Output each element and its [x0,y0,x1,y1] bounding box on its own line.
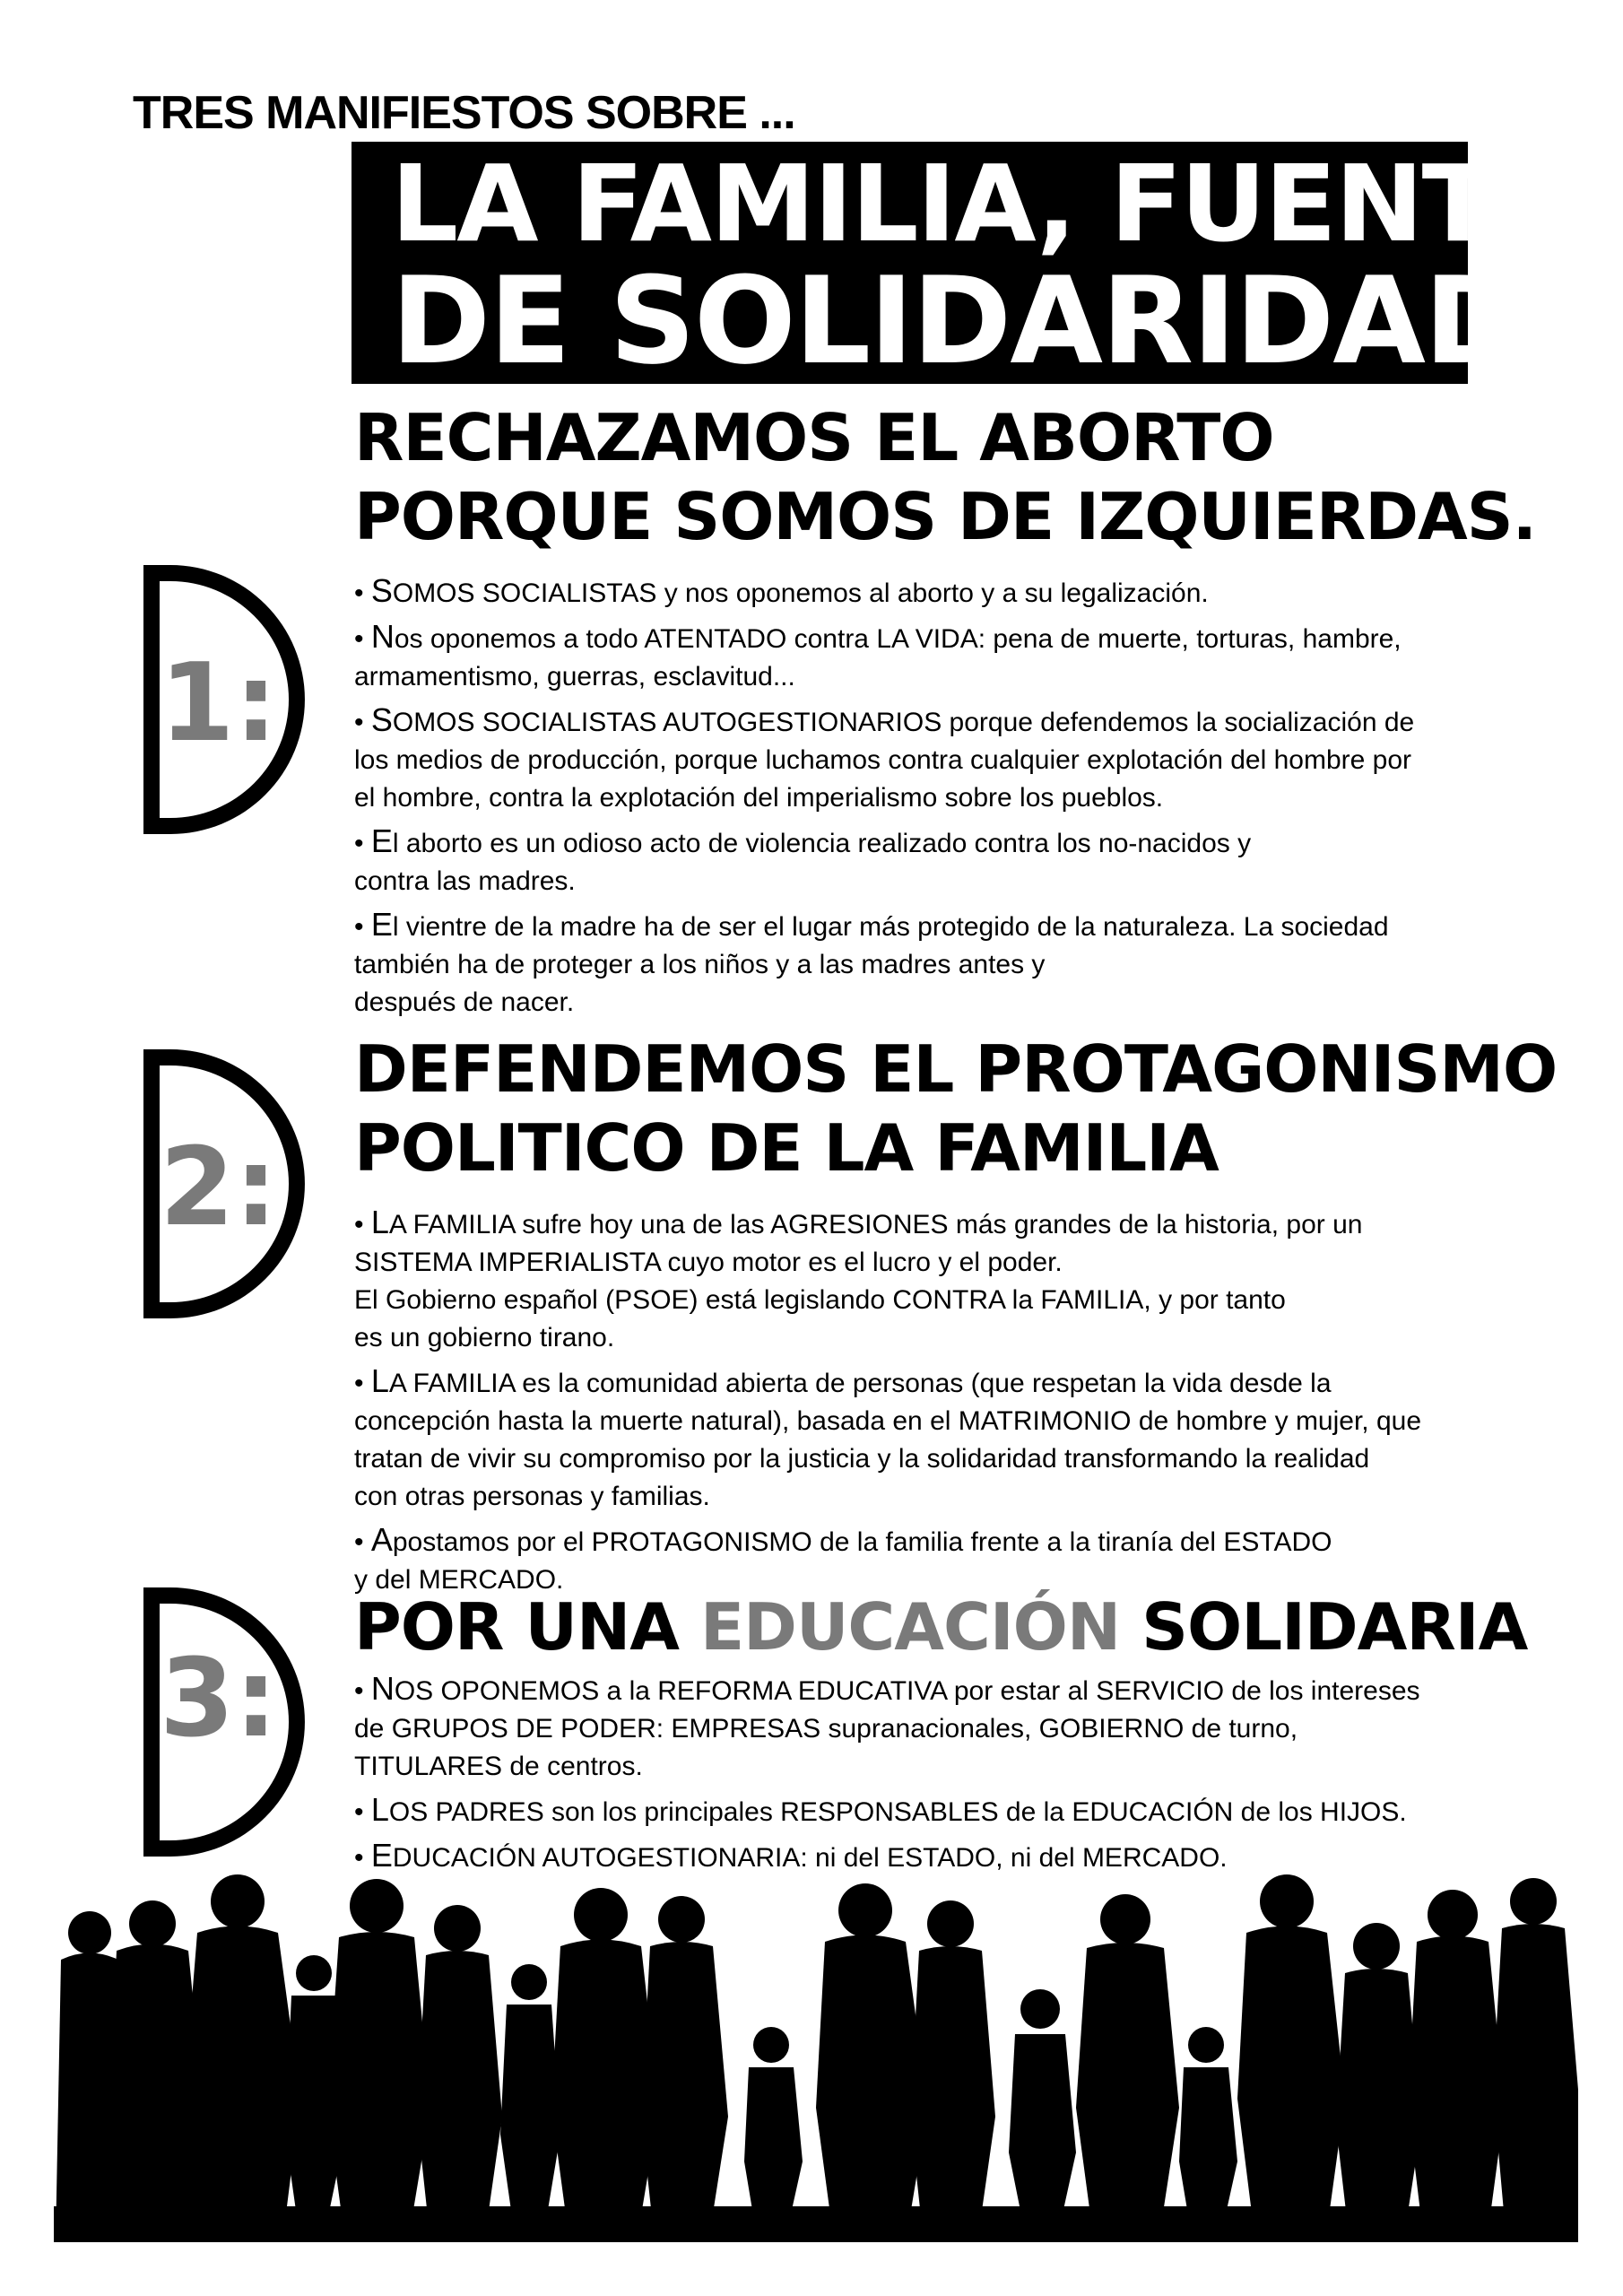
kicker-text: TRES MANIFIESTOS SOBRE ... [133,87,795,139]
section-3-heading-highlight: EDUCACIÓN [700,1589,1121,1665]
section-1-bullets [354,572,1484,1022]
list-item: • SOMOS SOCIALISTAS AUTOGESTIONARIOS porque defendemos la socialización de los medios de producción, porque luchamos contra cualquier explotación del hombre por el hombre, contra la explotación del imperialismo sobre los pueblos. [354,701,1415,813]
numeral-3-text: 3: [160,1637,278,1761]
numeral-2-text: 2: [160,1126,278,1250]
section-2-heading-line-1: DEFENDEMOS EL PROTAGONISMO [354,1031,1558,1107]
d-shape-icon [135,556,314,843]
list-item: • EDUCACIÓN AUTOGESTIONARIA: ni del ESTADO, ni del MERCADO. [354,1837,1228,1874]
list-item: • Nos oponemos a todo ATENTADO contra LA VIDA: pena de muerte, torturas, hambre, armamentismo, guerras, esclavitud... [354,618,1402,691]
list-item: • Apostamos por el PROTAGONISMO de la familia frente a la tiranía del ESTADO y del MERCADO. [354,1521,1332,1595]
numeral-1-text: 1: [160,641,278,766]
title-banner [352,142,1563,391]
list-item: • SOMOS SOCIALISTAS y nos oponemos al aborto y a su legalización. [354,572,1209,609]
section-1-heading [354,398,1536,556]
list-item: • LOS PADRES son los principales RESPONSABLES de la EDUCACIÓN de los HIJOS. [354,1791,1407,1828]
section-2-heading [354,1030,1558,1187]
section-2-heading-line-2: POLITICO DE LA FAMILIA [354,1110,1219,1186]
numeral-2-badge [135,1040,314,1327]
title-line-2: DE SOLIDARIDAD [391,251,1523,391]
section-3-heading [354,1587,1528,1666]
list-item: • El aborto es un odioso acto de violencia realizado contra los no-nacidos y contra las madres. [354,822,1252,896]
d-shape-icon [135,1578,314,1866]
section-3-heading-pre: POR UNA [354,1589,700,1665]
people-silhouette-icon [54,1866,1578,2242]
list-item: • LA FAMILIA sufre hoy una de las AGRESIONES más grandes de la historia, por un SISTEMA IMPERIALISTA cuyo motor es el lucro y el poder. El Gobierno español (PSOE) está legislando CONTRA la FAMILIA, y por tanto es un gobierno tirano. [354,1204,1363,1352]
section-1-heading-line-2: PORQUE SOMOS DE IZQUIERDAS. [354,479,1536,554]
list-item: • NOS OPONEMOS a la REFORMA EDUCATIVA por estar al SERVICIO de los intereses de GRUPOS DE PODER: EMPRESAS supranacionales, GOBIERNO de turno, TITULARES de centros. [354,1670,1420,1781]
section-3-bullets [354,1670,1484,1877]
crowd-silhouette-illustration [54,1866,1578,2242]
list-item: • LA FAMILIA es la comunidad abierta de personas (que respetan la vida desde la concepción hasta la muerte natural), basada en el MATRIMONIO de hombre y mujer, que tratan de vivir su compromiso por la justicia y la solidaridad transformando la realidad con otras personas y familias. [354,1362,1422,1511]
list-item: • El vientre de la madre ha de ser el lugar más protegido de la naturaleza. La sociedad también ha de proteger a los niños y a las madres antes y después de nacer. [354,906,1389,1017]
section-1-heading-line-1: RECHAZAMOS EL ABORTO [354,400,1274,475]
section-3-heading-post: SOLIDARIA [1120,1589,1528,1665]
section-3 [354,1587,1528,1883]
d-shape-icon [135,1040,314,1327]
title-line-1: LA FAMILIA, FUENTE [391,142,1563,265]
numeral-3-badge [135,1578,314,1866]
numeral-1-badge [135,556,314,843]
section-2 [354,1030,1558,1605]
section-2-bullets [354,1204,1484,1599]
section-1 [354,398,1536,1027]
